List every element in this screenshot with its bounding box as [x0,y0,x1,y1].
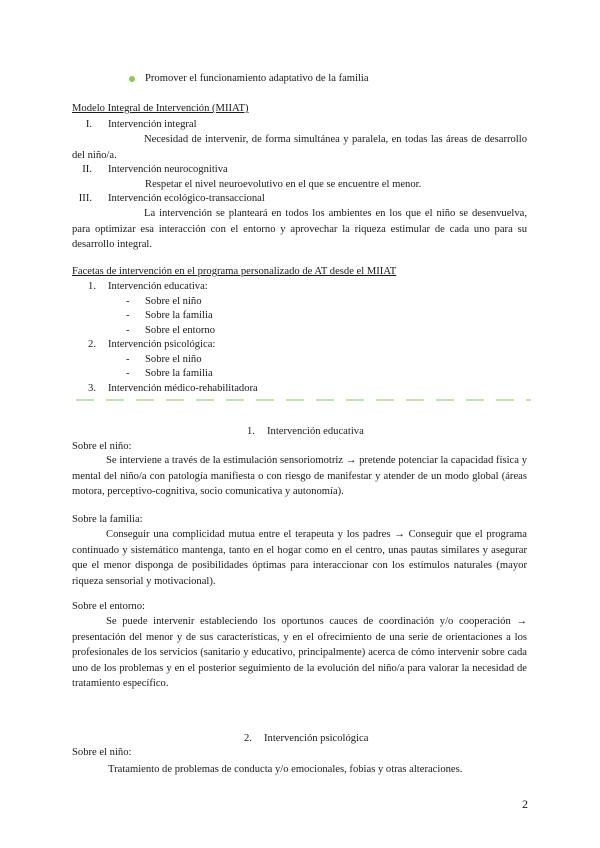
facetas-sub-dash: - [126,354,130,365]
sec1-nino-text: Se interviene a través de la estimulación sensoriomotriz → pretende potenciar la capacidad física y mental del niño/a con patología manifiesta o con riesgo de manifestar y atender de un modo global (áreas motora, perceptivo-cognitiva, socio comunicativa y autonomía). [72,455,527,497]
sec1-nino-head: Sobre el niño: [72,441,132,452]
facetas-item-num: 1. [88,281,96,292]
facetas-item-num: 2. [88,339,96,350]
facetas-sub-item: Sobre el entorno [145,325,216,336]
section-separator [76,397,531,403]
miiat-item-label: Intervención ecológico-transaccional [108,193,265,204]
sec1-familia-head: Sobre la familia: [72,514,143,525]
bullet-dot-icon [129,76,135,82]
sec2-title: Intervención psicológica [264,733,369,744]
sec1-familia-text: Conseguir una complicidad mutua entre el terapeuta y los padres → Conseguir que el programa continuado y sistemático mantenga, tanto en el hogar como en el centro, unas pautas similares y asegurar que el menor disponga de posibilidades óptimas para interaccionar con los estímulos naturales (mayor riqueza sensorial y motivacional). [72,529,527,587]
sec1-entorno-head: Sobre el entorno: [72,601,145,612]
facetas-sub-item: Sobre el niño [145,354,202,365]
facetas-sub-dash: - [126,310,130,321]
facetas-sub-dash: - [126,325,130,336]
sec1-num: 1. [247,426,255,437]
facetas-sub-dash: - [126,368,130,379]
facetas-item-label: Intervención psicológica: [108,339,216,350]
page-number: 2 [522,797,528,811]
sec1-title: Intervención educativa [267,426,364,437]
sec2-num: 2. [244,733,252,744]
sec2-nino-text: Tratamiento de problemas de conducta y/o emocionales, fobias y otras alteraciones. [108,764,463,775]
sec2-nino-head: Sobre el niño: [72,747,132,758]
miiat-item-num: III. [78,193,92,204]
facetas-sub-item: Sobre la familia [145,310,213,321]
facetas-item-num: 3. [88,383,96,394]
facetas-sub-dash: - [126,296,130,307]
facetas-item-label: Intervención médico-rehabilitadora [108,383,258,394]
facetas-item-label: Intervención educativa: [108,281,208,292]
facetas-title: Facetas de intervención en el programa personalizado de AT desde el MIIAT [72,266,397,277]
facetas-sub-item: Sobre el niño [145,296,202,307]
miiat-item-num: II. [82,164,92,175]
intro-bullet-text: Promover el funcionamiento adaptativo de la familia [145,73,369,84]
sec1-entorno-text: Se puede intervenir estableciendo los oportunos cauces de coordinación y/o cooperación → presentación del menor y de sus características, y en el ofrecimiento de una serie de orientaciones a los profesionales de los servicios (sanitario y educativo, principalmente) acerca de cómo intervenir sobre cada uno de los problemas y en el posterior seguimiento de la evolución del niño/a para valorar la necesidad de tratamiento específico. [72,616,527,689]
miiat-item-desc: Necesidad de intervenir, de forma simultánea y paralela, en todas las áreas de desarrollo del niño/a. [72,134,527,161]
miiat-title: Modelo Integral de Intervención (MIIAT) [72,103,249,114]
facetas-sub-item: Sobre la familia [145,368,213,379]
miiat-item-desc: La intervención se planteará en todos los ambientes en los que el niño se desenvuelva, para optimizar esa interacción con el entorno y aprovechar la riqueza estimular de cada uno para su desarrollo integral. [72,208,527,250]
miiat-item-num: I. [85,119,92,130]
miiat-item-desc: Respetar el nivel neuroevolutivo en el que se encuentre el menor. [145,179,422,190]
miiat-item-label: Intervención integral [108,119,197,130]
miiat-item-label: Intervención neurocognitiva [108,164,228,175]
